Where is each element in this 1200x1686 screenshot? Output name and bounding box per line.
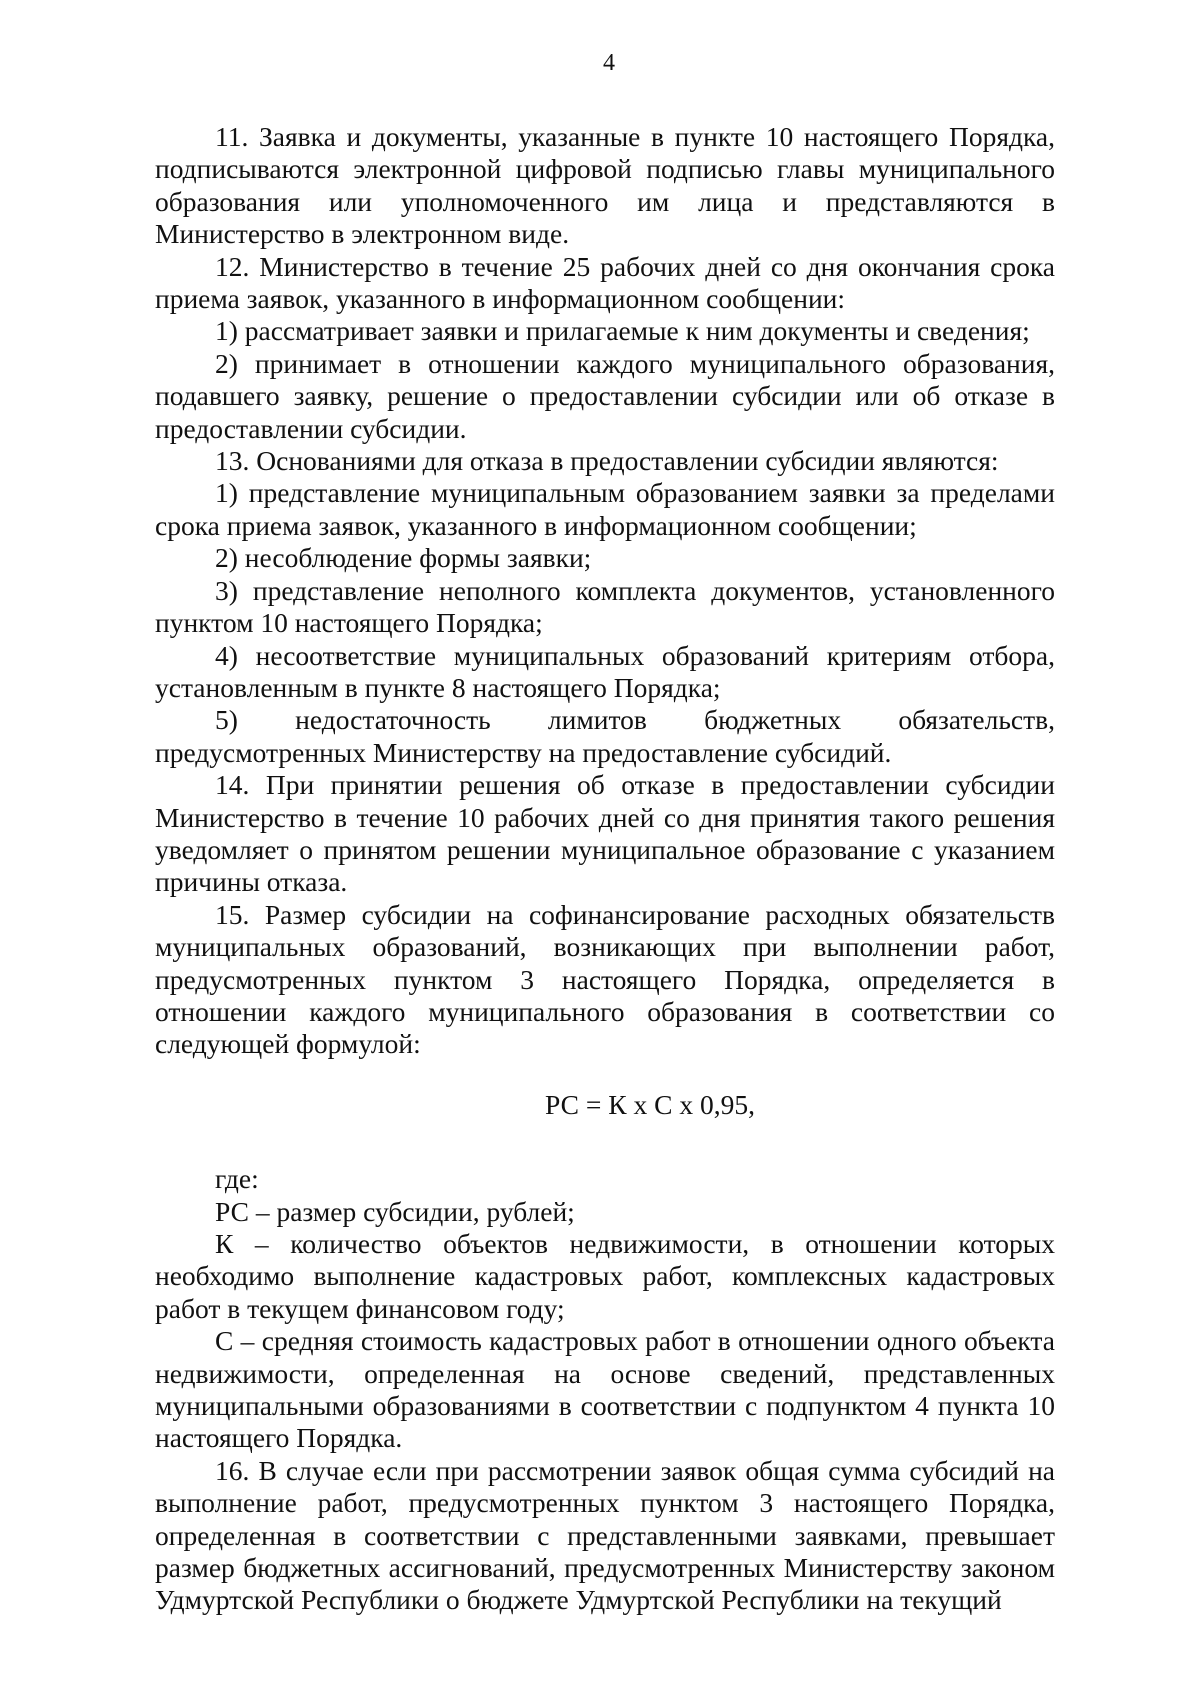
formula-term-rs: РС – размер субсидии, рублей; xyxy=(215,1195,575,1227)
paragraph-16: 16. В случае если при рассмотрении заявок общая сумма субсидий на выполнение работ, предусмотренных пунктом 3 настоящего Порядка, определенная в соответствии с представленными заявками, превышает размер бюджетных ассигнований, предусмотренных Министерству законом Удмуртской Республики о бюджете Удмуртской Республики на текущий xyxy=(155,1454,1055,1616)
paragraph-12: 12. Министерство в течение 25 рабочих дней со дня окончания срока приема заявок, указанного в информационном сообщении: xyxy=(155,250,1055,315)
paragraph-13-item-4: 4) несоответствие муниципальных образований критериям отбора, установленным в пункте 8 настоящего Порядка; xyxy=(155,639,1055,703)
formula-where: где: xyxy=(215,1163,259,1195)
paragraph-12-item-2: 2) принимает в отношении каждого муниципального образования, подавшего заявку, решение о предоставлении субсидии или об отказе в предоставлении субсидии. xyxy=(155,347,1055,444)
paragraph-15: 15. Размер субсидии на софинансирование расходных обязательств муниципальных образований, возникающих при выполнении работ, предусмотренных пунктом 3 настоящего Порядка, определяется в отношении каждого муниципального образования в соответствии со следующей формулой: xyxy=(155,898,1055,1060)
paragraph-13-item-3: 3) представление неполного комплекта документов, установленного пунктом 10 настоящего Порядка; xyxy=(155,574,1055,639)
paragraph-13-item-1: 1) представление муниципальным образованием заявки за пределами срока приема заявок, указанного в информационном сообщении; xyxy=(155,477,1055,541)
formula-term-k: К – количество объектов недвижимости, в отношении которых необходимо выполнение кадастровых работ, комплексных кадастровых работ в текущем финансовом году; xyxy=(155,1228,1055,1324)
page-number: 4 xyxy=(603,50,615,76)
subsidy-formula: РС = К х С х 0,95, xyxy=(545,1088,755,1120)
paragraph-12-item-1: 1) рассматривает заявки и прилагаемые к ним документы и сведения; xyxy=(215,315,1030,347)
formula-term-c: С – средняя стоимость кадастровых работ в отношении одного объекта недвижимости, определенная на основе сведений, представленных муниципальными образованиями в соответствии с подпунктом 4 пункта 10 настоящего Порядка. xyxy=(155,1325,1055,1454)
paragraph-11: 11. Заявка и документы, указанные в пункте 10 настоящего Порядка, подписываются электронной цифровой подписью главы муниципального образования или уполномоченного им лица и представляются в Министерство в электронном виде. xyxy=(155,121,1055,250)
paragraph-13: 13. Основаниями для отказа в предоставлении субсидии являются: xyxy=(215,445,999,477)
paragraph-13-item-5: 5) недостаточность лимитов бюджетных обязательств, предусмотренных Министерству на предоставление субсидий. xyxy=(155,704,1055,768)
document-page xyxy=(155,48,1055,1668)
paragraph-13-item-2: 2) несоблюдение формы заявки; xyxy=(215,542,592,574)
paragraph-14: 14. При принятии решения об отказе в предоставлении субсидии Министерство в течение 10 рабочих дней со дня принятия такого решения уведомляет о принятом решении муниципальное образование с указанием причины отказа. xyxy=(155,769,1055,898)
